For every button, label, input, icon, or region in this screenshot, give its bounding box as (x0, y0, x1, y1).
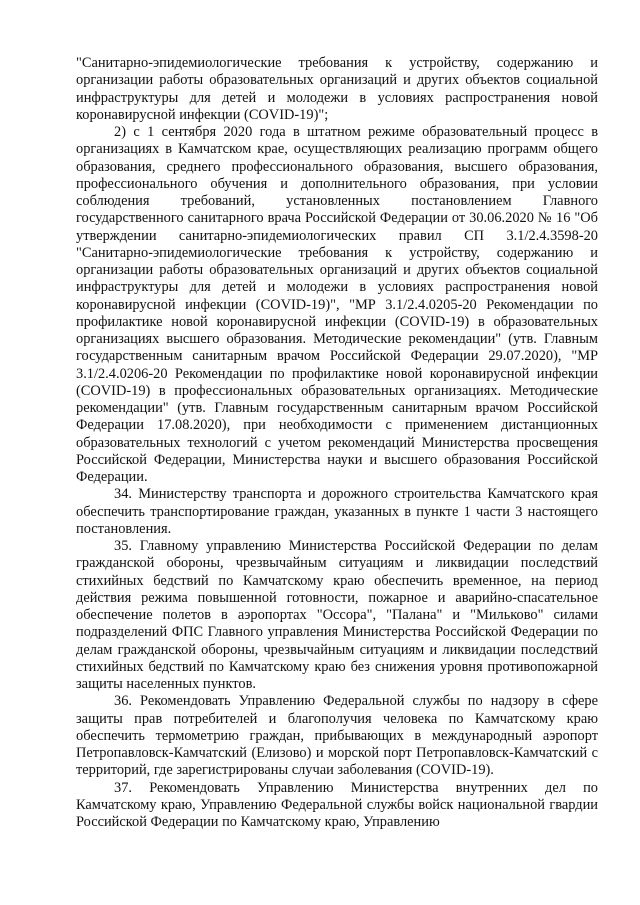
paragraph-34-transport-ministry: 34. Министерству транспорта и дорожного строительства Камчатского края обеспечить транспортирование граждан, указанных в пункте 1 части 3 настоящего постановления. (76, 486, 598, 537)
paragraph-36-consumer-protection: 36. Рекомендовать Управлению Федеральной службы по надзору в сфере защиты прав потребителей и благополучия человека по Камчатскому краю обеспечить термометрию граждан, прибывающих в международный аэропорт Петропавловск-Камчатский (Елизово) и морской порт Петропавловск-Камчатский с территорий, где зарегистрированы случаи заболевания (COVID-19). (76, 693, 598, 779)
paragraph-item-2-education-process: 2) с 1 сентября 2020 года в штатном режиме образовательный процесс в организациях в Камчатском крае, осуществляющих реализацию программ общего образования, среднего профессионального образования, высшего образования, профессионального обучения и дополнительного образования, при условии соблюдения требований, установленных постановлением Главного государственного санитарного врача Российской Федерации от 30.06.2020 № 16 "Об утверждении санитарно-эпидемиологических правил СП 3.1/2.4.3598-20 "Санитарно-эпидемиологические требования к устройству, содержанию и организации работы образовательных организаций и других объектов социальной инфраструктуры для детей и молодежи в условиях распространения новой коронавирусной инфекции (COVID-19)", "МР 3.1/2.4.0205-20 Рекомендации по профилактике новой коронавирусной инфекции (COVID-19) в образовательных организациях высшего образования. Методические рекомендации" (утв. Главным государственным санитарным врачом Российской Федерации 29.07.2020), "МР 3.1/2.4.0206-20 Рекомендации по профилактике новой коронавирусной инфекции (COVID-19) в профессиональных образовательных организациях. Методические рекомендации" (утв. Главным государственным санитарным врачом Российской Федерации 17.08.2020), при необходимости с применением дистанционных образовательных технологий с учетом рекомендаций Министерства просвещения Российской Федерации, Министерства науки и высшего образования Российской Федерации. (76, 124, 598, 485)
paragraph-37-internal-affairs: 37. Рекомендовать Управлению Министерства внутренних дел по Камчатскому краю, Управлению Федеральной службы войск национальной гвардии Российской Федерации по Камчатскому краю, Управлению (76, 779, 598, 830)
paragraph-sanitary-requirements-continued: "Санитарно-эпидемиологические требования к устройству, содержанию и организации работы образовательных организаций и других объектов социальной инфраструктуры для детей и молодежи в условиях распространения новой коронавирусной инфекции (COVID-19)"; (76, 55, 598, 123)
document-page (76, 55, 598, 831)
paragraph-35-emergency-ministry: 35. Главному управлению Министерства Российской Федерации по делам гражданской обороны, чрезвычайным ситуациям и ликвидации последствий стихийных бедствий по Камчатскому краю обеспечить временное, на период действия режима повышенной готовности, пожарное и аварийно-спасательное обеспечение полетов в аэропортах "Оссора", "Палана" и "Мильково" силами подразделений ФПС Главного управления Министерства Российской Федерации по делам гражданской обороны, чрезвычайным ситуациям и ликвидации последствий стихийных бедствий по Камчатскому краю без снижения уровня противопожарной защиты населенных пунктов. (76, 538, 598, 692)
